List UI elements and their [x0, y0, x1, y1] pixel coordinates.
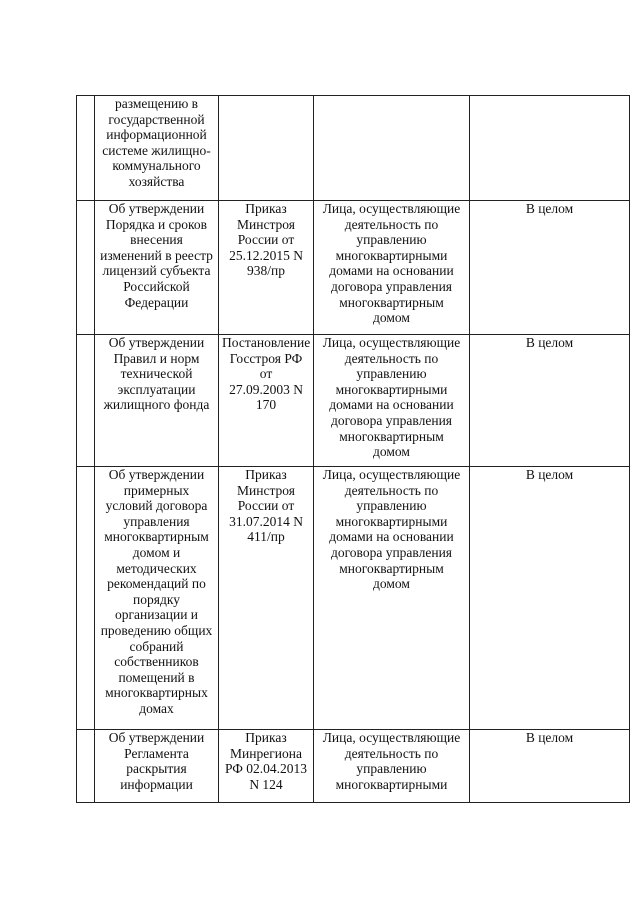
act-name: размещению в государственной информационной системе жилищно- коммунального хозяйства [102, 96, 211, 189]
subjects-text: Лица, осуществляющие деятельность по управлению многоквартирными [322, 730, 461, 792]
document-cell [219, 96, 314, 201]
scope-cell [470, 467, 630, 730]
row-number-cell [77, 201, 95, 335]
scope-text: В целом [525, 467, 574, 482]
table-row [77, 335, 630, 467]
subjects-cell [314, 201, 470, 335]
act-name-cell [95, 730, 219, 803]
subjects-cell [314, 96, 470, 201]
scope-text: В целом [525, 201, 574, 216]
act-name-cell [95, 467, 219, 730]
scope-text: В целом [525, 730, 574, 745]
act-name-cell [95, 96, 219, 201]
document-cell [219, 730, 314, 803]
document-details: Приказ Минрегиона РФ 02.04.2013 N 124 [224, 730, 308, 792]
subjects-text: Лица, осуществляющие деятельность по управлению многоквартирными домами на основании договора управления многоквартирным домом [322, 335, 461, 460]
act-name: Об утверждении Правил и норм технической эксплуатации жилищного фонда [103, 335, 210, 413]
table-row [77, 467, 630, 730]
act-name-cell [95, 335, 219, 467]
scope-cell [470, 730, 630, 803]
scope-cell [470, 335, 630, 467]
row-number-cell [77, 730, 95, 803]
subjects-cell [314, 730, 470, 803]
scope-cell [470, 96, 630, 201]
regulations-table [76, 95, 630, 803]
document-details: Приказ Минстроя России от 25.12.2015 N 938/пр [229, 201, 303, 279]
table-row [77, 201, 630, 335]
scope-cell [470, 201, 630, 335]
document-cell [219, 335, 314, 467]
document-details: Приказ Минстроя России от 31.07.2014 N 411/пр [229, 467, 303, 545]
act-name: Об утверждении примерных условий договора управления многоквартирным домом и методических рекомендаций по порядку организации и проведению общих собраний собственников помещений в многоквартирных домах [100, 467, 213, 716]
subjects-cell [314, 335, 470, 467]
row-number-cell [77, 467, 95, 730]
scope-text: В целом [525, 335, 574, 350]
document-details: Постановление Госстроя РФ от 27.09.2003 N 170 [222, 335, 311, 413]
act-name: Об утверждении Порядка и сроков внесения изменений в реестр лицензий субъекта Российской Федерации [100, 201, 213, 310]
subjects-text: Лица, осуществляющие деятельность по управлению многоквартирными домами на основании договора управления многоквартирным домом [322, 201, 461, 326]
document-cell [219, 201, 314, 335]
table-row [77, 96, 630, 201]
subjects-cell [314, 467, 470, 730]
table-row [77, 730, 630, 803]
document-cell [219, 467, 314, 730]
row-number-cell [77, 96, 95, 201]
act-name: Об утверждении Регламента раскрытия информации [108, 730, 205, 792]
row-number-cell [77, 335, 95, 467]
act-name-cell [95, 201, 219, 335]
subjects-text: Лица, осуществляющие деятельность по управлению многоквартирными домами на основании договора управления многоквартирным домом [322, 467, 461, 592]
